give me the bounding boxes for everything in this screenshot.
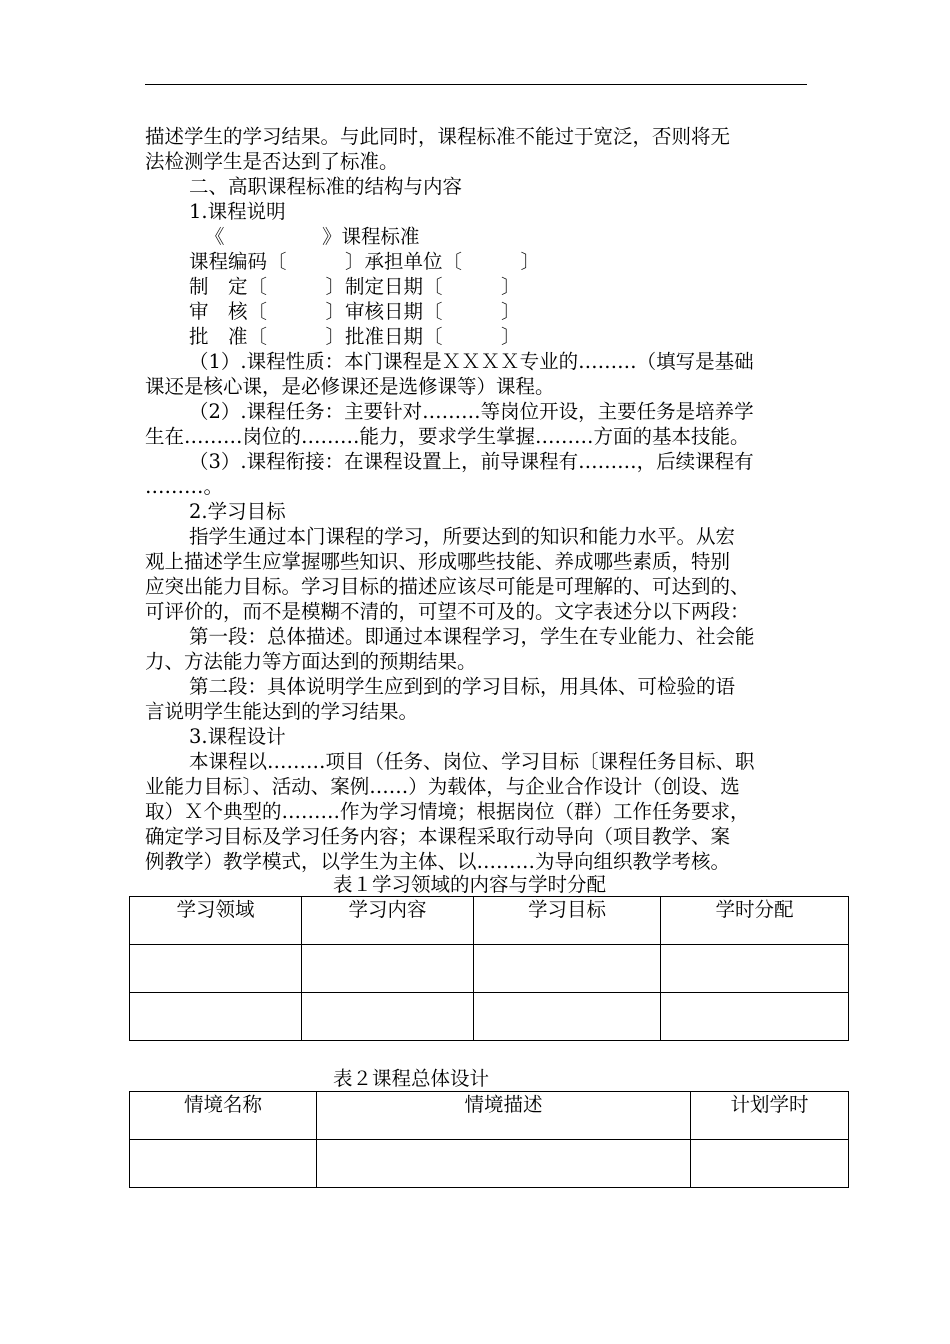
table-row	[130, 993, 849, 1041]
text-line: 力、方法能力等方面达到的预期结果。	[145, 650, 477, 673]
text-line: 取）Ｘ个典型的………作为学习情境；根据岗位（群）工作任务要求，	[145, 800, 750, 823]
text-line: 例教学）教学模式，以学生为主体、以………为导向组织教学考核。	[145, 850, 731, 873]
text-line: （3）.课程衔接：在课程设置上，前导课程有………，后续课程有	[189, 450, 754, 473]
table-header-cell: 情境描述	[317, 1092, 691, 1140]
text-line: 2.学习目标	[189, 500, 286, 523]
text-line: 《 》课程标准	[205, 225, 420, 248]
table-row	[130, 1140, 849, 1188]
text-line: 第二段：具体说明学生应到到的学习目标，用具体、可检验的语	[189, 675, 736, 698]
text-line: 课还是核心课，是必修课还是选修课等）课程。	[145, 375, 555, 398]
table-header-row	[130, 1092, 849, 1140]
text-line: 3.课程设计	[189, 725, 286, 748]
table-cell	[302, 945, 474, 993]
text-line: （2）.课程任务：主要针对………等岗位开设，主要任务是培养学	[189, 400, 754, 423]
text-line: 二、高职课程标准的结构与内容	[189, 175, 463, 198]
text-line: 制 定〔 〕制定日期〔 〕	[189, 275, 521, 298]
table-cell	[474, 945, 661, 993]
text-line: 1.课程说明	[189, 200, 286, 223]
text-line: 第一段：总体描述。即通过本课程学习，学生在专业能力、社会能	[189, 625, 755, 648]
table-cell	[474, 993, 661, 1041]
table-header-cell: 学习目标	[474, 897, 661, 945]
text-line: 言说明学生能达到的学习结果。	[145, 700, 419, 723]
table1	[129, 896, 849, 1041]
table-header-row	[130, 897, 849, 945]
text-line: 可评价的，而不是模糊不清的，可望不可及的。文字表述分以下两段：	[145, 600, 750, 623]
table-header-cell: 学习领域	[130, 897, 302, 945]
text-line: 应突出能力目标。学习目标的描述应该尽可能是可理解的、可达到的、	[145, 575, 750, 598]
table2-caption: 表２课程总体设计	[333, 1067, 490, 1090]
text-line: 课程编码〔 〕承担单位〔 〕	[189, 250, 541, 273]
table-cell	[130, 945, 302, 993]
table-header-cell: 情境名称	[130, 1092, 317, 1140]
text-line: 业能力目标〕、活动、案例……）为载体，与企业合作设计（创设、选	[145, 775, 740, 798]
table-cell	[317, 1140, 691, 1188]
text-line: 生在………岗位的………能力，要求学生掌握………方面的基本技能。	[145, 425, 750, 448]
text-line: 确定学习目标及学习任务内容；本课程采取行动导向（项目教学、案	[145, 825, 731, 848]
table-cell	[130, 1140, 317, 1188]
header-rule	[145, 84, 807, 85]
text-line: ………。	[145, 475, 224, 498]
table-cell	[661, 993, 849, 1041]
text-line: 指学生通过本门课程的学习，所要达到的知识和能力水平。从宏	[189, 525, 736, 548]
table-header-cell: 计划学时	[691, 1092, 849, 1140]
table2	[129, 1091, 849, 1188]
text-line: 观上描述学生应掌握哪些知识、形成哪些技能、养成哪些素质，特别	[145, 550, 731, 573]
text-line: 批 准〔 〕批准日期〔 〕	[189, 325, 521, 348]
text-line: 本课程以………项目（任务、岗位、学习目标〔课程任务目标、职	[189, 750, 755, 773]
table-cell	[302, 993, 474, 1041]
table-header-cell: 学时分配	[661, 897, 849, 945]
text-line: 法检测学生是否达到了标准。	[145, 150, 399, 173]
table-header-cell: 学习内容	[302, 897, 474, 945]
text-line: （1）.课程性质：本门课程是ＸＸＸＸ专业的………（填写是基础	[189, 350, 754, 373]
table-cell	[661, 945, 849, 993]
table-row	[130, 945, 849, 993]
table-cell	[691, 1140, 849, 1188]
body-text	[145, 124, 811, 874]
text-line: 描述学生的学习结果。与此同时，课程标准不能过于宽泛，否则将无	[145, 125, 731, 148]
text-line: 审 核〔 〕审核日期〔 〕	[189, 300, 521, 323]
table-cell	[130, 993, 302, 1041]
table1-caption: 表１学习领域的内容与学时分配	[333, 873, 607, 896]
